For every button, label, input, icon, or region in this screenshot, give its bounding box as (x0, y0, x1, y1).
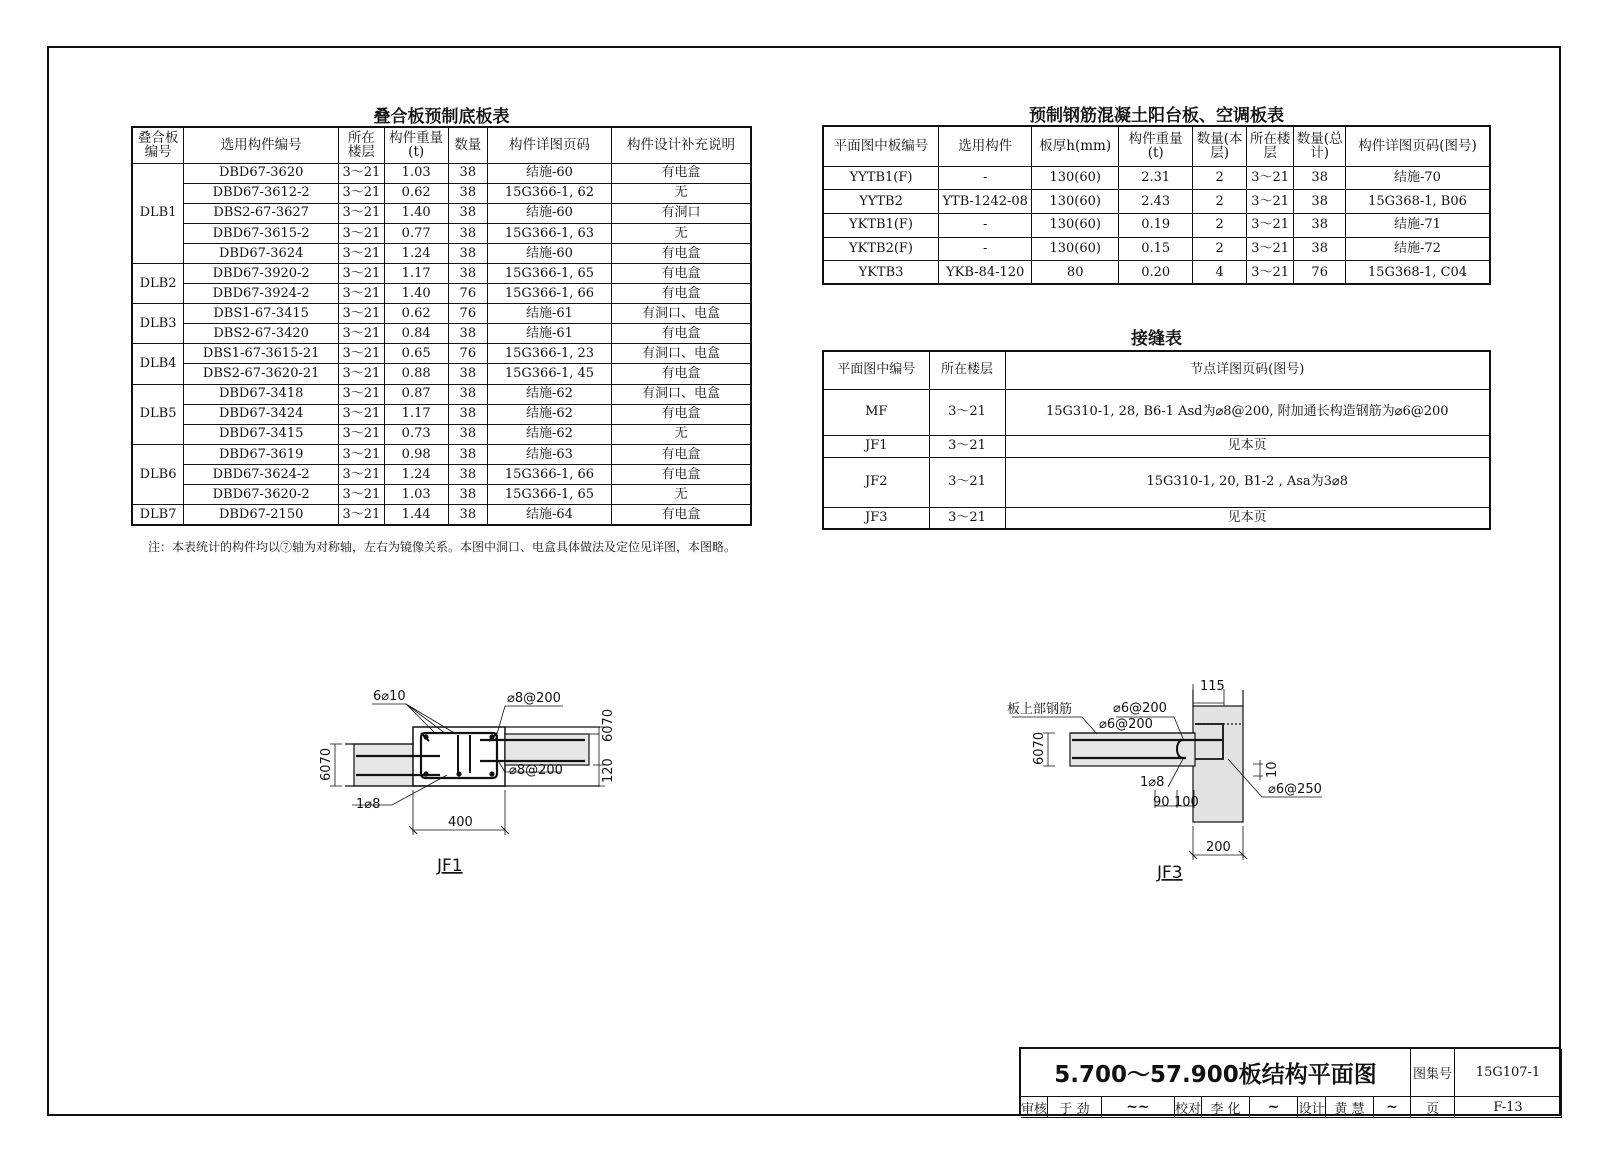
design-label: 设计 (1298, 1097, 1326, 1118)
table3-header: 所在楼层 (929, 351, 1005, 389)
table-cell: 结施-62 (487, 384, 611, 404)
table1-header: 选用构件编号 (184, 127, 339, 163)
jf1-dim-right: 120 (601, 758, 616, 783)
table-cell: MF (823, 389, 929, 435)
table-cell: 3～21 (339, 424, 384, 444)
table-cell: DBD67-2150 (184, 505, 339, 525)
table-cell: 1.24 (384, 464, 448, 484)
check-label: 校对 (1175, 1097, 1202, 1118)
table-cell: 3～21 (339, 284, 384, 304)
atlas-number: 15G107-1 (1455, 1049, 1562, 1097)
table-cell: 结施-63 (487, 444, 611, 464)
jf1-label: JF1 (437, 856, 463, 876)
table-cell: 3～21 (929, 389, 1005, 435)
jf3-dim-90: 90 (1153, 795, 1170, 810)
table-cell: 3～21 (339, 344, 384, 364)
table-cell: DBD67-3418 (184, 384, 339, 404)
table-cell: 3～21 (339, 464, 384, 484)
table-cell: 15G366-1, 23 (487, 344, 611, 364)
table-cell: 有电盒 (611, 284, 751, 304)
table-cell: 无 (611, 183, 751, 203)
table-cell: 3～21 (339, 364, 384, 384)
table-cell: 38 (448, 464, 487, 484)
reviewer-name: 于 劲 (1048, 1097, 1102, 1118)
table-cell: 15G366-1, 63 (487, 223, 611, 243)
table-cell: 3～21 (929, 507, 1005, 529)
table-cell: 1.17 (384, 404, 448, 424)
table-cell: 2 (1193, 166, 1247, 190)
table-cell: DBD67-3619 (184, 444, 339, 464)
table2-header: 平面图中板编号 (823, 126, 939, 166)
table-cell: 1.40 (384, 203, 448, 223)
table-cell: 有电盒 (611, 364, 751, 384)
table-cell: 3～21 (339, 203, 384, 223)
table-cell: 0.88 (384, 364, 448, 384)
table-cell: 1.40 (384, 284, 448, 304)
table-cell: 0.98 (384, 444, 448, 464)
table2-header: 构件重量(t) (1119, 126, 1193, 166)
table-cell: 有电盒 (611, 505, 751, 525)
table-cell: 38 (448, 263, 487, 283)
drawing-title: 5.700～57.900板结构平面图 (1021, 1049, 1411, 1097)
table-cell: 结施-62 (487, 404, 611, 424)
table1-header: 构件重量(t) (384, 127, 448, 163)
jf3-label: JF3 (1157, 863, 1183, 883)
table-cell: 有洞口 (611, 203, 751, 223)
table-cell: 15G366-1, 65 (487, 485, 611, 505)
table-cell: DBD67-3624-2 (184, 464, 339, 484)
table-cell: 结施-61 (487, 324, 611, 344)
jf3-dim-115: 115 (1200, 679, 1225, 694)
title-block (1019, 1047, 1560, 1116)
table-cell: YKTB3 (823, 261, 939, 285)
table-cell: 有电盒 (611, 444, 751, 464)
table-cell: 0.77 (384, 223, 448, 243)
table-cell: 无 (611, 485, 751, 505)
table-cell: 76 (448, 284, 487, 304)
table-cell: 1.44 (384, 505, 448, 525)
jf1-dim-right-top: 6070 (601, 708, 616, 742)
table1-header: 构件设计补充说明 (611, 127, 751, 163)
table-cell: DBS2-67-3620-21 (184, 364, 339, 384)
jf3-dim-6070: 6070 (1032, 731, 1047, 765)
table-cell: 0.19 (1119, 213, 1193, 237)
table-cell: 0.62 (384, 304, 448, 324)
table-cell: 2.43 (1119, 190, 1193, 214)
table-cell: 38 (448, 223, 487, 243)
table-cell: 3～21 (1246, 166, 1293, 190)
table-cell: JF3 (823, 507, 929, 529)
table-cell: 3～21 (1246, 213, 1293, 237)
table3-title: 接缝表 (1131, 329, 1182, 349)
table-cell: - (939, 237, 1032, 261)
table-cell: 2 (1193, 190, 1247, 214)
table-cell: DBD67-3624 (184, 243, 339, 263)
table-cell: 1.03 (384, 485, 448, 505)
table-cell: 15G366-1, 66 (487, 284, 611, 304)
table-cell: 3～21 (339, 243, 384, 263)
table-cell: 结施-60 (487, 163, 611, 183)
jf1-dim-width: 400 (448, 815, 473, 830)
table-cell: YYTB1(F) (823, 166, 939, 190)
table-cell: 130(60) (1032, 190, 1119, 214)
checker-signature: ~ (1250, 1097, 1298, 1118)
table-cell: DBS1-67-3615-21 (184, 344, 339, 364)
table3-header: 平面图中编号 (823, 351, 929, 389)
table-cell: 有电盒 (611, 163, 751, 183)
table-cell: 15G310-1, 20, B1-2 , Asa为3⌀8 (1005, 457, 1490, 507)
table-cell: 结施-64 (487, 505, 611, 525)
table-cell: DBD67-3620 (184, 163, 339, 183)
jf1-bottom-bar-label: 1⌀8 (356, 797, 381, 812)
jf3-slab-top-bar-label: 板上部钢筋 (1007, 702, 1073, 717)
table2-header: 数量(本层) (1193, 126, 1247, 166)
table-cell: 0.73 (384, 424, 448, 444)
table-cell: 有洞口、电盒 (611, 304, 751, 324)
table-cell: 0.20 (1119, 261, 1193, 285)
table-cell: 3～21 (1246, 261, 1293, 285)
table1-header: 数量 (448, 127, 487, 163)
table-cell: DBD67-3620-2 (184, 485, 339, 505)
table-cell: YKTB2(F) (823, 237, 939, 261)
table-cell: DBD67-3415 (184, 424, 339, 444)
table-cell: 76 (448, 344, 487, 364)
table-cell: 38 (448, 485, 487, 505)
table-cell: 有电盒 (611, 404, 751, 424)
table-cell: 无 (611, 223, 751, 243)
table-cell: DBS1-67-3415 (184, 304, 339, 324)
jf3-bar-b-label: ⌀6@200 (1099, 717, 1153, 732)
table-cell: 2.31 (1119, 166, 1193, 190)
table-cell: 38 (448, 324, 487, 344)
table-cell: 有电盒 (611, 243, 751, 263)
table-cell: 3～21 (339, 404, 384, 424)
table-cell: 4 (1193, 261, 1247, 285)
reviewer-signature: ~~ (1102, 1097, 1175, 1118)
table-cell: 有洞口、电盒 (611, 344, 751, 364)
page-label: 页 (1411, 1097, 1455, 1118)
review-label: 审核 (1021, 1097, 1048, 1118)
table-cell: 3～21 (339, 263, 384, 283)
table-cell: YKB-84-120 (939, 261, 1032, 285)
jf3-dim-10: 10 (1265, 761, 1280, 778)
table1-note: 注：本表统计的构件均以⑦轴为对称轴，左右为镜像关系。本图中洞口、电盒具体做法及定位见详图，本图略。 (148, 540, 737, 554)
table-cell: 结施-71 (1345, 213, 1490, 237)
table-cell: 15G310-1, 28, B6-1 Asd为⌀8@200, 附加通长构造钢筋为⌀6@200 (1005, 389, 1490, 435)
table1-title: 叠合板预制底板表 (373, 107, 510, 127)
table-cell: 结施-60 (487, 203, 611, 223)
slab-code-cell: DLB5 (132, 384, 184, 444)
table2-header: 板厚h(mm) (1032, 126, 1119, 166)
table-cell: 3～21 (339, 163, 384, 183)
table-cell: 15G366-1, 45 (487, 364, 611, 384)
atlas-label: 图集号 (1411, 1049, 1455, 1097)
table-cell: - (939, 213, 1032, 237)
jf1-top-bar-label: 6⌀10 (373, 689, 406, 704)
jf3-dim-200: 200 (1206, 840, 1231, 855)
table2-header: 构件详图页码(图号) (1345, 126, 1490, 166)
table-cell: 76 (1294, 261, 1346, 285)
table-cell: 0.62 (384, 183, 448, 203)
table-cell: JF1 (823, 435, 929, 457)
table2-header: 数量(总计) (1294, 126, 1346, 166)
checker-name: 李 化 (1202, 1097, 1250, 1118)
slab-code-cell: DLB1 (132, 163, 184, 263)
slab-code-cell: DLB4 (132, 344, 184, 384)
table-cell: 1.17 (384, 263, 448, 283)
table-cell: 130(60) (1032, 237, 1119, 261)
table-cell: JF2 (823, 457, 929, 507)
page-number: F-13 (1455, 1097, 1562, 1118)
table2-header: 选用构件 (939, 126, 1032, 166)
table-cell: 0.87 (384, 384, 448, 404)
table-cell: DBS2-67-3420 (184, 324, 339, 344)
table-cell: 0.84 (384, 324, 448, 344)
table-cell: 38 (1294, 190, 1346, 214)
table-cell: DBD67-3924-2 (184, 284, 339, 304)
table-cell: 3～21 (929, 457, 1005, 507)
table-cell: YTB-1242-08 (939, 190, 1032, 214)
table-cell: DBD67-3920-2 (184, 263, 339, 283)
table-cell: 38 (448, 404, 487, 424)
slab-code-cell: DLB6 (132, 444, 184, 504)
table-cell: 1.24 (384, 243, 448, 263)
table-cell: 80 (1032, 261, 1119, 285)
designer-name: 黄 慧 (1326, 1097, 1374, 1118)
table-cell: 38 (448, 364, 487, 384)
jf1-bar-top-right-label: ⌀8@200 (507, 691, 561, 706)
table-cell: 38 (448, 444, 487, 464)
table-cell: 130(60) (1032, 166, 1119, 190)
table-cell: DBD67-3612-2 (184, 183, 339, 203)
table-cell: 38 (448, 505, 487, 525)
table-cell: 0.15 (1119, 237, 1193, 261)
designer-signature: ~ (1374, 1097, 1411, 1118)
table-cell: 3～21 (929, 435, 1005, 457)
table1-header: 构件详图页码 (487, 127, 611, 163)
table2-header: 所在楼层 (1246, 126, 1293, 166)
slab-code-cell: DLB2 (132, 263, 184, 303)
table-cell: 38 (448, 183, 487, 203)
table-cell: 3～21 (339, 505, 384, 525)
table-cell: 结施-61 (487, 304, 611, 324)
table-cell: 38 (448, 243, 487, 263)
slab-code-cell: DLB7 (132, 505, 184, 525)
table-cell: DBS2-67-3627 (184, 203, 339, 223)
jf3-dim-100: 100 (1174, 795, 1199, 810)
jf1-dim-left: 6070 (319, 747, 334, 781)
table-cell: 3～21 (339, 324, 384, 344)
table-cell: 有洞口、电盒 (611, 384, 751, 404)
table-cell: 38 (448, 424, 487, 444)
table-cell: 见本页 (1005, 435, 1490, 457)
table-cell: 38 (448, 163, 487, 183)
table-cell: 3～21 (339, 183, 384, 203)
table-cell: 有电盒 (611, 464, 751, 484)
table-cell: 38 (1294, 166, 1346, 190)
jf3-bar-a-label: ⌀6@200 (1113, 701, 1167, 716)
table-cell: YYTB2 (823, 190, 939, 214)
table1-header: 所在楼层 (339, 127, 384, 163)
table-cell: 3～21 (1246, 190, 1293, 214)
table-cell: 有电盒 (611, 324, 751, 344)
table-cell: 15G368-1, C04 (1345, 261, 1490, 285)
table-cell: 15G366-1, 65 (487, 263, 611, 283)
table2-title: 预制钢筋混凝土阳台板、空调板表 (1029, 106, 1284, 126)
table-cell: - (939, 166, 1032, 190)
table-cell: 3～21 (339, 304, 384, 324)
table-cell: 见本页 (1005, 507, 1490, 529)
jf3-bar-c-label: ⌀6@250 (1268, 782, 1322, 797)
table-cell: 3～21 (339, 384, 384, 404)
table-cell: 3～21 (339, 485, 384, 505)
table-cell: DBD67-3424 (184, 404, 339, 424)
table3-header: 节点详图页码(图号) (1005, 351, 1490, 389)
table-cell: 130(60) (1032, 213, 1119, 237)
table-cell: 38 (448, 203, 487, 223)
table-cell: 15G366-1, 62 (487, 183, 611, 203)
jf1-bar-mid-right-label: ⌀8@200 (509, 763, 563, 778)
table-cell: 38 (448, 384, 487, 404)
table-cell: 结施-70 (1345, 166, 1490, 190)
table-cell: 3～21 (1246, 237, 1293, 261)
table-cell: 结施-60 (487, 243, 611, 263)
table-cell: 1.03 (384, 163, 448, 183)
table-cell: 0.65 (384, 344, 448, 364)
table-cell: 结施-72 (1345, 237, 1490, 261)
table-cell: 15G366-1, 66 (487, 464, 611, 484)
table-cell: 38 (1294, 213, 1346, 237)
jf3-bottom-bar-label: 1⌀8 (1140, 775, 1165, 790)
table-cell: 2 (1193, 237, 1247, 261)
table-cell: 无 (611, 424, 751, 444)
slab-code-cell: DLB3 (132, 304, 184, 344)
table1-header: 叠合板编号 (132, 127, 184, 163)
table-cell: 38 (1294, 237, 1346, 261)
table-cell: 3～21 (339, 223, 384, 243)
table-cell: 15G368-1, B06 (1345, 190, 1490, 214)
table-cell: 结施-62 (487, 424, 611, 444)
table-cell: 3～21 (339, 444, 384, 464)
table-cell: YKTB1(F) (823, 213, 939, 237)
table-cell: 2 (1193, 213, 1247, 237)
table-cell: DBD67-3615-2 (184, 223, 339, 243)
table-cell: 76 (448, 304, 487, 324)
table-cell: 有电盒 (611, 263, 751, 283)
